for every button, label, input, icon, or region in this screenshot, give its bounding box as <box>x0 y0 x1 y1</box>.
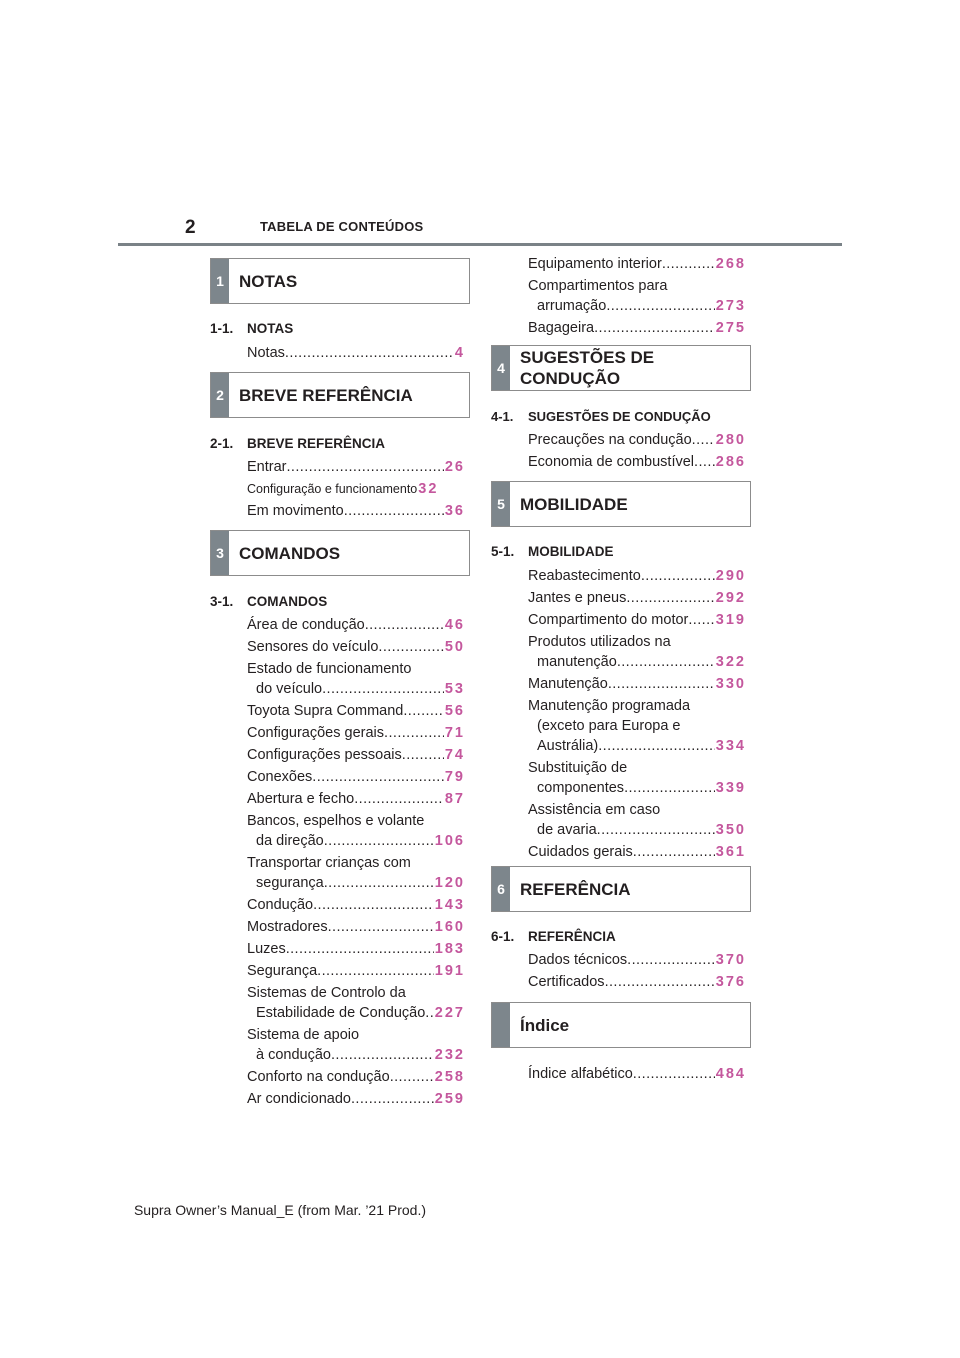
toc-entry[interactable]: Precauções na condução ..... 280 <box>528 430 746 450</box>
chapter-number <box>492 1003 510 1047</box>
chapter-box-5[interactable] <box>491 481 751 527</box>
page-link: 74 <box>444 747 465 763</box>
page-link: 290 <box>715 568 746 584</box>
page-link: 286 <box>715 454 746 470</box>
chapter-title: MOBILIDADE <box>520 494 628 514</box>
page-link: 79 <box>444 769 465 785</box>
toc-entry[interactable]: Dados técnicos ..... 370 <box>528 950 746 970</box>
page-link: 4 <box>454 345 465 361</box>
page-link: 339 <box>715 780 746 796</box>
page-link: 106 <box>434 833 465 849</box>
section-heading-2-1: 2-1. BREVE REFERÊNCIA <box>210 436 386 451</box>
toc-entry[interactable]: Assistência em caso de avaria ..... 350 <box>528 800 746 840</box>
page-link: 183 <box>434 941 465 957</box>
page-link: 26 <box>444 459 465 475</box>
page-link: 36 <box>444 503 465 519</box>
page-link: 143 <box>434 897 465 913</box>
page-link: 191 <box>434 963 465 979</box>
toc-entry[interactable]: Mostradores ..... 160 <box>247 917 465 937</box>
page-link: 50 <box>444 639 465 655</box>
header-title: TABELA DE CONTEÚDOS <box>260 219 424 234</box>
toc-entry[interactable]: Cuidados gerais ..... 361 <box>528 842 746 862</box>
toc-entry[interactable]: Bancos, espelhos e volante da direção ..... 106 <box>247 811 465 851</box>
toc-entry[interactable]: Ar condicionado ..... 259 <box>247 1089 465 1109</box>
toc-entry[interactable]: Índice alfabético ..... 484 <box>528 1064 746 1084</box>
toc-entry[interactable]: Certificados ..... 376 <box>528 972 746 992</box>
chapter-title: BREVE REFERÊNCIA <box>239 385 413 405</box>
page-link: 53 <box>444 681 465 697</box>
toc-entry[interactable]: Abertura e fecho ..... 87 <box>247 789 465 809</box>
page-link: 370 <box>715 952 746 968</box>
page-link: 273 <box>715 298 746 314</box>
page-link: 322 <box>715 654 746 670</box>
chapter-number: 2 <box>211 373 229 417</box>
chapter-number: 3 <box>211 531 229 575</box>
page-link: 120 <box>434 875 465 891</box>
toc-entry[interactable]: Toyota Supra Command ..... 56 <box>247 701 465 721</box>
toc-entry[interactable]: Manutenção programada (exceto para Europa e Austrália) ..... 334 <box>528 696 746 756</box>
chapter-title: SUGESTÕES DE CONDUÇÃO <box>520 348 655 388</box>
toc-entry[interactable]: Conforto na condução ..... 258 <box>247 1067 465 1087</box>
section-heading-1-1: 1-1. NOTAS <box>210 321 294 336</box>
page-link: 258 <box>434 1069 465 1085</box>
toc-entry[interactable]: Compartimento do motor ..... 319 <box>528 610 746 630</box>
chapter-box-2[interactable] <box>210 372 470 418</box>
page-link: 268 <box>715 256 746 272</box>
toc-entry[interactable]: Área de condução ..... 46 <box>247 615 465 635</box>
page-link: 160 <box>434 919 465 935</box>
page-link: 484 <box>715 1066 746 1082</box>
toc-entry[interactable]: Configuração e funcionamento 32 <box>247 481 439 497</box>
toc-entry[interactable]: Jantes e pneus ..... 292 <box>528 588 746 608</box>
section-heading-3-1: 3-1. COMANDOS <box>210 594 328 609</box>
page-link: 275 <box>715 320 746 336</box>
toc-entry[interactable]: Transportar crianças com segurança ..... 120 <box>247 853 465 893</box>
toc-entry[interactable]: Bagageira ..... 275 <box>528 318 746 338</box>
toc-entry[interactable]: Manutenção ..... 330 <box>528 674 746 694</box>
page-link: 227 <box>434 1005 465 1021</box>
toc-entry[interactable]: Substituição de componentes ..... 339 <box>528 758 746 798</box>
toc-entry[interactable]: Condução ..... 143 <box>247 895 465 915</box>
page-link: 87 <box>444 791 465 807</box>
chapter-title: REFERÊNCIA <box>520 879 631 899</box>
toc-entry[interactable]: Economia de combustível ..... 286 <box>528 452 746 472</box>
page-link: 71 <box>444 725 465 741</box>
chapter-box-1[interactable] <box>210 258 470 304</box>
section-heading-4-1: 4-1. SUGESTÕES DE CONDUÇÃO <box>491 409 711 424</box>
page-footer: Supra Owner’s Manual_E (from Mar. ’21 Prod.) <box>133 1202 427 1218</box>
section-heading-5-1: 5-1. MOBILIDADE <box>491 544 614 559</box>
toc-entry[interactable]: Notas ..... 4 <box>247 343 465 363</box>
page-link: 280 <box>715 432 746 448</box>
toc-entry[interactable]: Produtos utilizados na manutenção ..... 322 <box>528 632 746 672</box>
chapter-number: 5 <box>492 482 510 526</box>
chapter-title: Índice <box>520 1015 570 1035</box>
page-link: 376 <box>715 974 746 990</box>
toc-entry[interactable]: Equipamento interior ..... 268 <box>528 254 746 274</box>
page-link: 46 <box>444 617 465 633</box>
toc-entry[interactable]: Reabastecimento ..... 290 <box>528 566 746 586</box>
chapter-number: 4 <box>492 346 510 390</box>
page-link: 361 <box>715 844 746 860</box>
chapter-box-4[interactable] <box>491 345 751 391</box>
chapter-title: COMANDOS <box>239 543 341 563</box>
toc-entry[interactable]: Sistema de apoio à condução ..... 232 <box>247 1025 465 1065</box>
chapter-number: 1 <box>211 259 229 303</box>
chapter-box-index[interactable] <box>491 1002 751 1048</box>
toc-entry[interactable]: Sistemas de Controlo da Estabilidade de Condução ..... 227 <box>247 983 465 1023</box>
page-header <box>118 216 842 244</box>
page-link: 292 <box>715 590 746 606</box>
chapter-box-6[interactable] <box>491 866 751 912</box>
toc-entry[interactable]: Entrar ..... 26 <box>247 457 465 477</box>
toc-entry[interactable]: Estado de funcionamento do veículo ..... 53 <box>247 659 465 699</box>
page-link: 319 <box>715 612 746 628</box>
chapter-title: NOTAS <box>239 271 298 291</box>
toc-entry[interactable]: Configurações pessoais ..... 74 <box>247 745 465 765</box>
page-link: 330 <box>715 676 746 692</box>
toc-entry[interactable]: Sensores do veículo ..... 50 <box>247 637 465 657</box>
header-divider <box>118 243 842 246</box>
chapter-number: 6 <box>492 867 510 911</box>
toc-entry[interactable]: Compartimentos para arrumação ..... 273 <box>528 276 746 316</box>
page-number: 2 <box>185 217 196 238</box>
toc-entry[interactable]: Conexões ..... 79 <box>247 767 465 787</box>
toc-entry[interactable]: Configurações gerais ..... 71 <box>247 723 465 743</box>
page-link: 259 <box>434 1091 465 1107</box>
page-link: 350 <box>715 822 746 838</box>
chapter-box-3[interactable] <box>210 530 470 576</box>
page-link: 334 <box>715 738 746 754</box>
section-heading-6-1: 6-1. REFERÊNCIA <box>491 929 616 944</box>
page-link: 56 <box>444 703 465 719</box>
toc-entry[interactable]: Segurança ..... 191 <box>247 961 465 981</box>
toc-entry[interactable]: Luzes ..... 183 <box>247 939 465 959</box>
toc-entry[interactable]: Em movimento ..... 36 <box>247 501 465 521</box>
page-link: 32 <box>418 481 439 497</box>
page-link: 232 <box>434 1047 465 1063</box>
